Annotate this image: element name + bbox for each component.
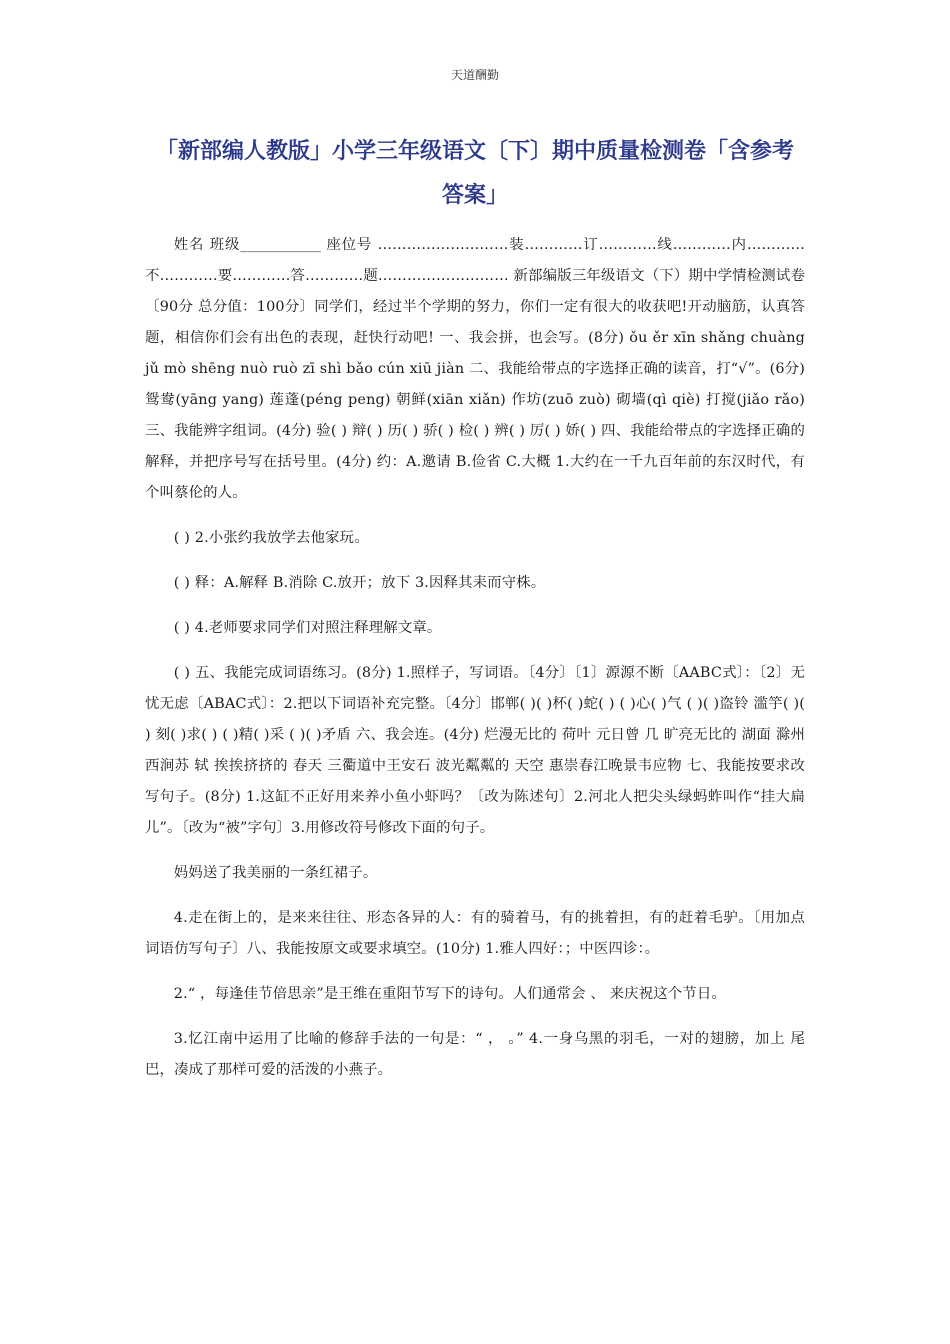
document-title: 「新部编人教版」小学三年级语文〔下〕期中质量检测卷「含参考答案」 — [155, 139, 794, 208]
document-body — [145, 230, 805, 1086]
paragraph: ( ) 释：A.解释 B.消除 C.放开；放下 3.因释其耒而守株。 — [173, 575, 546, 591]
paragraph: 3.忆江南中运用了比喻的修辞手法的一句是：“ ， 。” 4.一身乌黑的羽毛，一对的翅膀，加上 尾巴，凑成了那样可爱的活泼的小燕子。 — [145, 1031, 805, 1078]
paragraph: 姓名 班级___________ 座位号 ………………………装…………订…………线…………内…………不…………要…………答…………题……………………… 新部编版三年级语文（下）期中学情检测试卷 〔90分 总分值：100分〕同学们，经过半个学期的努力，你们一定有很大的收获吧!开动脑筋，认真答题，相信你们会有出色的表现，赶快行动吧! 一、我会拼，也会写。(8分) ǒu ěr xīn shǎng chuàng jǔ mò shēng nuò ruò zī shì bǎo cún xiū jiàn 二、我能给带点的字选择正确的读音，打“√”。(6分) 鸳鸯(yāng yang) 莲蓬(péng peng) 朝鲜(xiān xiǎn) 作坊(zuō zuò) 砌墙(qì qiè) 打搅(jiǎo rǎo) 三、我能辨字组词。(4分) 验( ) 辩( ) 历( ) 骄( ) 检( ) 辨( ) 厉( ) 娇( ) 四、我能给带点的字选择正确的解释，并把序号写在括号里。(4分) 约：A.邀请 B.俭省 C.大概 1.大约在一千九百年前的东汉时代，有个叫蔡伦的人。 — [145, 237, 805, 501]
paragraph: ( ) 五、我能完成词语练习。(8分) 1.照样子，写词语。〔4分〕〔1〕源源不断〔AABC式〕：〔2〕无忧无虑〔ABAC式〕：2.把以下词语补充完整。〔4分〕邯郸( )( )杯( )蛇( ) ( )心( )气 ( )( )盗铃 滥竽( )( ) 刻( )求( ) ( )精( )采 ( )( )矛盾 六、我会连。(4分) 烂漫无比的 荷叶 元日曾 几 旷亮无比的 湖面 滁州西涧苏 轼 挨挨挤挤的 春天 三衢道中王安石 波光粼粼的 天空 惠崇春江晚景韦应物 七、我能按要求改写句子。(8分) 1.这缸不正好用来养小鱼小虾吗？〔改为陈述句〕2.河北人把尖头绿蚂蚱叫作“挂大扁儿”。〔改为“被”字句〕3.用修改符号修改下面的句子。 — [145, 665, 805, 836]
paragraph: 4.走在街上的，是来来往往、形态各异的人：有的骑着马，有的挑着担，有的赶着毛驴。〔用加点词语仿写句子〕八、我能按原文或要求填空。(10分) 1.雅人四好：；中医四诊：。 — [145, 910, 805, 957]
paragraph: ( ) 2.小张约我放学去他家玩。 — [173, 530, 369, 546]
paragraph: 2.“ ，每逢佳节倍思亲”是王维在重阳节写下的诗句。人们通常会 、 来庆祝这个节日。 — [173, 986, 726, 1002]
page-header: 天道酬勤 — [450, 68, 499, 82]
paragraph: ( ) 4.老师要求同学们对照注释理解文章。 — [173, 620, 442, 636]
paragraph: 妈妈送了我美丽的一条红裙子。 — [173, 865, 378, 881]
